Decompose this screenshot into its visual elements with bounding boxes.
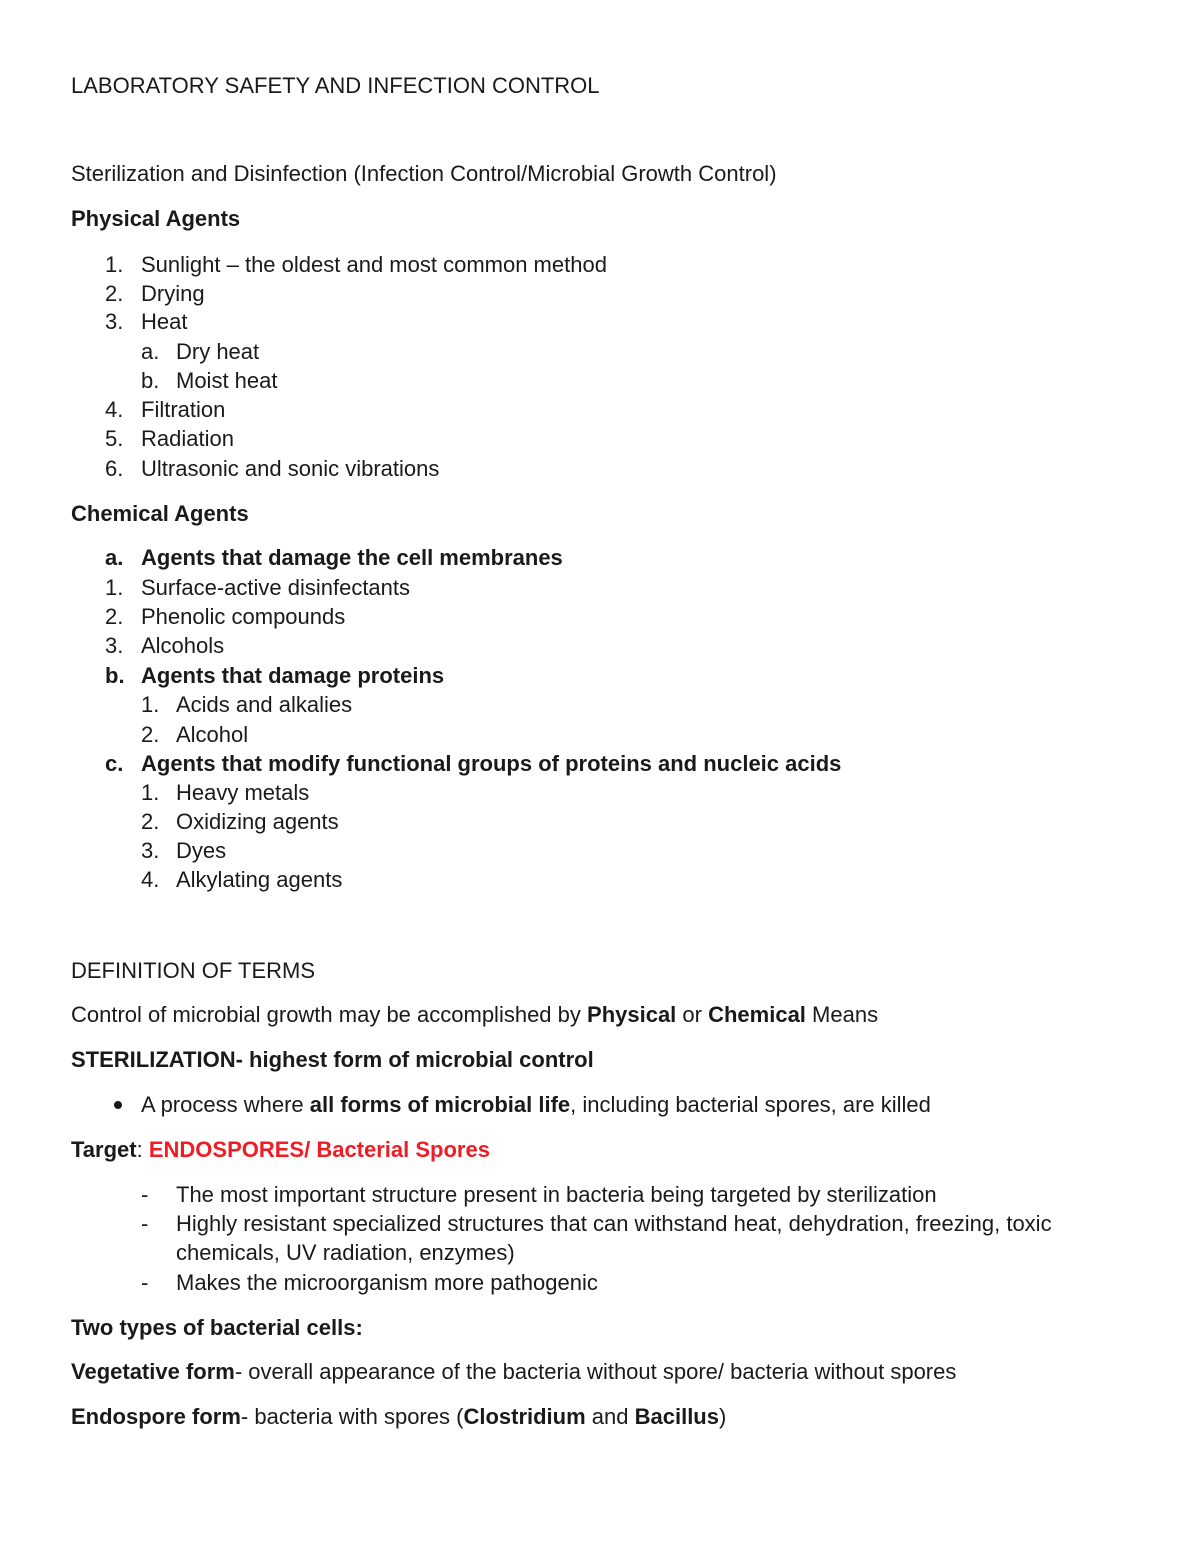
list-marker: b. xyxy=(141,368,160,393)
sterilization-bullet: A process where all forms of microbial life, including bacterial spores, are killed xyxy=(141,1092,931,1117)
list-marker: 4. xyxy=(141,867,160,892)
group-title: Agents that modify functional groups of proteins and nucleic acids xyxy=(141,751,842,776)
list-item: Radiation xyxy=(141,426,234,451)
list-item: Heat xyxy=(141,309,188,334)
chemical-agents-heading: Chemical Agents xyxy=(71,501,249,526)
list-item: Sunlight – the oldest and most common method xyxy=(141,252,607,277)
list-marker: 1. xyxy=(105,252,124,277)
dash-marker: - xyxy=(141,1182,149,1207)
list-item: Acids and alkalies xyxy=(176,692,353,717)
list-marker: 2. xyxy=(105,281,124,306)
list-item: Drying xyxy=(141,281,205,306)
list-item: Alcohols xyxy=(141,633,225,658)
control-sentence: Control of microbial growth may be accomplished by Physical or Chemical Means xyxy=(71,1002,879,1027)
list-item: Dyes xyxy=(176,838,227,863)
group-title: Agents that damage proteins xyxy=(141,663,445,688)
definitions-heading: DEFINITION OF TERMS xyxy=(71,958,316,983)
list-marker: 3. xyxy=(105,309,124,334)
list-marker: 5. xyxy=(105,426,124,451)
document-subtitle: Sterilization and Disinfection (Infection Control/Microbial Growth Control) xyxy=(71,161,777,186)
list-marker: 3. xyxy=(105,633,124,658)
bullet-icon xyxy=(114,1101,122,1109)
list-item: Highly resistant specialized structures that can withstand heat, dehydration, freezing, toxic xyxy=(176,1211,1052,1236)
list-item: Alcohol xyxy=(176,722,249,747)
list-marker: a. xyxy=(141,339,160,364)
group-letter: c. xyxy=(105,751,124,776)
two-types-heading: Two types of bacterial cells: xyxy=(71,1315,363,1340)
list-item: Filtration xyxy=(141,397,226,422)
list-item: Phenolic compounds xyxy=(141,604,346,629)
list-marker: 2. xyxy=(141,809,160,834)
list-marker: 2. xyxy=(141,722,160,747)
list-marker: 1. xyxy=(141,780,160,805)
physical-agents-heading: Physical Agents xyxy=(71,206,241,231)
sterilization-heading: STERILIZATION- highest form of microbial control xyxy=(71,1047,594,1072)
list-item: Makes the microorganism more pathogenic xyxy=(176,1270,598,1295)
dash-marker: - xyxy=(141,1211,149,1236)
list-marker: 3. xyxy=(141,838,160,863)
list-item: Dry heat xyxy=(176,339,260,364)
vegetative-form-line: Vegetative form- overall appearance of the bacteria without spore/ bacteria without spores xyxy=(71,1359,957,1384)
endospore-form-line: Endospore form- bacteria with spores (Clostridium and Bacillus) xyxy=(71,1404,727,1429)
document-title: LABORATORY SAFETY AND INFECTION CONTROL xyxy=(71,73,600,98)
list-item: Moist heat xyxy=(176,368,278,393)
target-line: Target: ENDOSPORES/ Bacterial Spores xyxy=(71,1137,490,1162)
list-item: Heavy metals xyxy=(176,780,310,805)
group-letter: b. xyxy=(105,663,125,688)
list-item: Ultrasonic and sonic vibrations xyxy=(141,456,440,481)
list-marker: 6. xyxy=(105,456,124,481)
group-title: Agents that damage the cell membranes xyxy=(141,545,563,570)
list-marker: 4. xyxy=(105,397,124,422)
list-item: Surface-active disinfectants xyxy=(141,575,411,600)
list-marker: 2. xyxy=(105,604,124,629)
group-letter: a. xyxy=(105,545,124,570)
list-marker: 1. xyxy=(105,575,124,600)
dash-marker: - xyxy=(141,1270,149,1295)
list-item: Alkylating agents xyxy=(176,867,343,892)
list-item: Oxidizing agents xyxy=(176,809,339,834)
list-marker: 1. xyxy=(141,692,160,717)
list-item-continuation: chemicals, UV radiation, enzymes) xyxy=(176,1240,515,1265)
list-item: The most important structure present in bacteria being targeted by sterilization xyxy=(176,1182,937,1207)
